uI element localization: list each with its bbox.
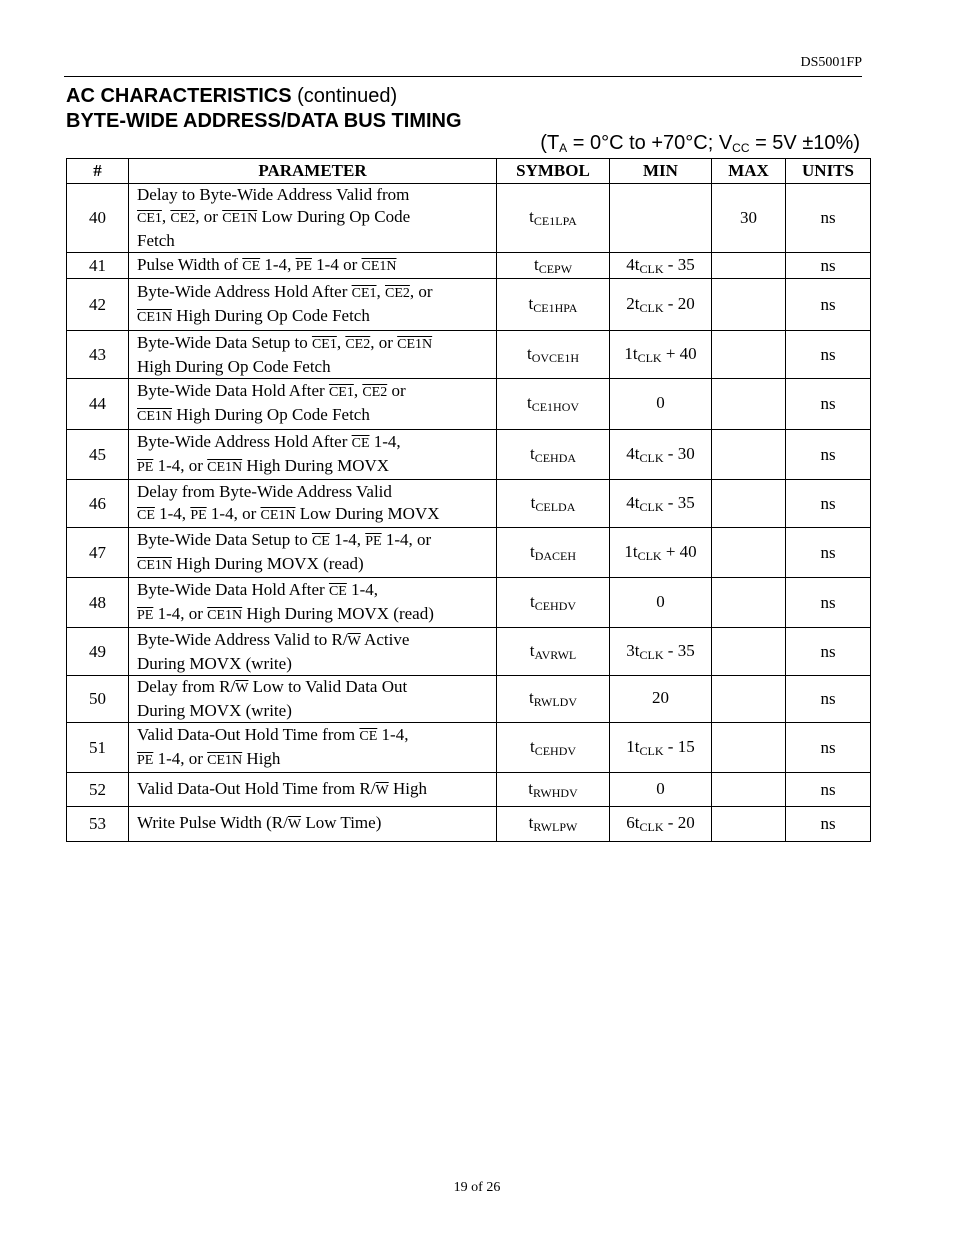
- parameter-text: or: [387, 381, 406, 400]
- parameter-text: 1-4 or: [311, 254, 362, 274]
- max-cell: [712, 279, 786, 331]
- symbol-subscript: CEHDV: [534, 743, 577, 758]
- row-number-text: 50: [89, 689, 106, 708]
- overlined-signal: $\overline{PE}$: [190, 507, 207, 523]
- symbol-cell: [497, 676, 610, 723]
- overlined-signal: CE1N: [260, 507, 296, 523]
- min-subscript: CLK: [639, 647, 664, 662]
- symbol-base: t: [529, 640, 535, 660]
- min-offset: - 20: [663, 813, 695, 832]
- parameter-text: Byte-Wide Data Setup to: [137, 529, 312, 549]
- overlined-signal: $\overline{W}$: [347, 633, 361, 649]
- symbol-cell: [497, 331, 610, 379]
- units-value: ns: [820, 542, 836, 562]
- max-cell: [712, 331, 786, 379]
- overlined-signal: $\overline{W}$: [287, 817, 302, 832]
- symbol-cell: [497, 480, 610, 528]
- min-cell: [610, 379, 712, 430]
- min-cell: [610, 723, 712, 773]
- header-max: MAX: [712, 159, 786, 184]
- table-row: [67, 253, 871, 279]
- min-offset: - 30: [663, 443, 695, 463]
- parameter-cell: [129, 184, 497, 253]
- row-number: [67, 723, 129, 773]
- header-parameter: PARAMETER: [129, 159, 497, 184]
- min-offset: - 20: [663, 293, 695, 313]
- row-number: [67, 480, 129, 528]
- parameter-text: Low During Op Code: [257, 207, 411, 226]
- table-row: [67, 331, 871, 379]
- min-cell: [610, 279, 712, 331]
- parameter-cell: [129, 773, 497, 807]
- min-offset: - 15: [663, 736, 695, 756]
- symbol-base: t: [528, 293, 534, 313]
- units-value: ns: [820, 814, 836, 833]
- parameter-text: ,: [353, 381, 363, 400]
- parameter-cell: [129, 807, 497, 842]
- parameter-text: Delay to Byte-Wide Address Valid from: [137, 185, 410, 204]
- units-cell: [786, 578, 871, 628]
- parameter-text: High During MOVX: [242, 455, 390, 475]
- units-cell: [786, 676, 871, 723]
- min-value: 1t: [626, 736, 640, 756]
- parameter-text: Low During MOVX: [295, 503, 440, 523]
- min-value: 20: [652, 688, 669, 707]
- parameter-text: Active: [360, 629, 410, 649]
- parameter-text: Delay from R/: [137, 677, 236, 696]
- section-title: [66, 84, 462, 134]
- row-number: [67, 628, 129, 676]
- symbol-base: t: [529, 591, 535, 611]
- max-cell: [712, 480, 786, 528]
- parameter-text: High: [388, 778, 427, 798]
- row-number: [67, 379, 129, 430]
- overlined-signal: CE1: [311, 336, 337, 352]
- timing-table-body: [67, 184, 871, 842]
- header-rule: [64, 76, 862, 77]
- cond-close: = 5V ±10%): [749, 132, 860, 154]
- overlined-signal: CE1N: [207, 607, 243, 623]
- header-number: #: [67, 159, 129, 184]
- overlined-signal: $\overline{CE}$: [137, 507, 155, 523]
- symbol-subscript: DACEH: [534, 548, 577, 563]
- table-row: [67, 528, 871, 578]
- parameter-text: High: [242, 748, 281, 768]
- max-cell: [712, 628, 786, 676]
- header-units: UNITS: [786, 159, 871, 184]
- symbol-subscript: CEPW: [538, 261, 573, 276]
- min-value: 4t: [626, 492, 640, 512]
- table-row: [67, 279, 871, 331]
- parameter-cell: [129, 578, 497, 628]
- overlined-signal: CE1N: [207, 459, 243, 475]
- row-number-text: 42: [89, 294, 106, 314]
- max-cell: [712, 379, 786, 430]
- row-number-text: 53: [89, 814, 106, 833]
- overlined-signal: CE1N: [207, 752, 243, 768]
- symbol-base: t: [529, 736, 535, 756]
- row-number-text: 46: [89, 493, 106, 513]
- symbol-subscript: CEHDV: [534, 598, 577, 613]
- parameter-text: 1-4, or: [381, 529, 432, 549]
- min-subscript: CLK: [637, 548, 662, 563]
- overlined-signal: CE1N: [137, 557, 172, 573]
- table-row: [67, 184, 871, 253]
- symbol-base: t: [528, 688, 534, 707]
- parameter-text: 1-4,: [346, 579, 378, 599]
- row-number-text: 40: [89, 208, 106, 227]
- parameter-cell: [129, 723, 497, 773]
- title-continued: (continued): [297, 85, 398, 107]
- row-number: [67, 331, 129, 379]
- page-number: 19 of 26: [453, 1180, 501, 1195]
- operating-conditions: [540, 132, 860, 155]
- symbol-base: t: [526, 343, 532, 363]
- row-number: [67, 528, 129, 578]
- row-number-text: 52: [89, 779, 106, 799]
- symbol-base: t: [528, 813, 534, 832]
- symbol-base: t: [530, 492, 536, 512]
- symbol-cell: [497, 430, 610, 480]
- units-value: ns: [820, 255, 836, 275]
- overlined-signal: $\overline{CE}$: [242, 258, 261, 274]
- table-row: [67, 628, 871, 676]
- cond-ta-sub: A: [559, 141, 568, 155]
- row-number-text: 49: [89, 641, 106, 661]
- min-value: 0: [656, 591, 665, 611]
- max-cell: [712, 528, 786, 578]
- table-row: [67, 430, 871, 480]
- min-value: 2t: [626, 293, 640, 313]
- parameter-text: During MOVX (write): [137, 701, 292, 720]
- parameter-cell: [129, 379, 497, 430]
- units-value: ns: [820, 493, 836, 513]
- row-number: [67, 578, 129, 628]
- units-value: ns: [820, 779, 836, 799]
- min-value: 1t: [624, 541, 638, 561]
- overlined-signal: $\overline{CE}$: [311, 533, 330, 549]
- min-cell: [610, 676, 712, 723]
- min-subscript: CLK: [639, 820, 664, 834]
- parameter-text: 1-4, or: [153, 455, 208, 475]
- max-cell: [712, 676, 786, 723]
- symbol-subscript: CE1HPA: [533, 300, 578, 315]
- parameter-text: Byte-Wide Address Hold After: [137, 281, 352, 301]
- parameter-text: Byte-Wide Address Valid to R/: [137, 629, 348, 649]
- symbol-base: t: [533, 254, 539, 274]
- units-cell: [786, 331, 871, 379]
- units-cell: [786, 773, 871, 807]
- row-number: [67, 279, 129, 331]
- parameter-text: 1-4, or: [206, 503, 261, 523]
- row-number: [67, 807, 129, 842]
- min-cell: [610, 480, 712, 528]
- symbol-base: t: [526, 393, 532, 412]
- row-number-text: 45: [89, 444, 106, 464]
- parameter-text: High During Op Code Fetch: [172, 405, 370, 424]
- units-cell: [786, 807, 871, 842]
- title-line-2: BYTE-WIDE ADDRESS/DATA BUS TIMING: [66, 110, 462, 132]
- row-number-text: 44: [89, 394, 106, 413]
- min-value: 0: [656, 778, 665, 798]
- parameter-text: 1-4, or: [153, 603, 208, 623]
- units-value: ns: [820, 344, 836, 364]
- cond-open: (T: [540, 132, 560, 154]
- row-number: [67, 676, 129, 723]
- symbol-subscript: RWLDV: [533, 695, 578, 709]
- parameter-text: , or: [370, 332, 398, 352]
- parameter-text: Byte-Wide Address Hold After: [137, 431, 352, 451]
- symbol-cell: [497, 578, 610, 628]
- overlined-signal: CE2: [170, 211, 196, 226]
- overlined-signal: $\overline{CE}$: [328, 583, 347, 599]
- timing-table: [66, 158, 871, 842]
- min-subscript: CLK: [639, 300, 664, 315]
- parameter-cell: [129, 430, 497, 480]
- max-cell: [712, 807, 786, 842]
- units-cell: [786, 279, 871, 331]
- min-value: 0: [656, 393, 665, 412]
- max-cell: [712, 184, 786, 253]
- symbol-subscript: CELDA: [535, 499, 576, 514]
- overlined-signal: CE1: [351, 285, 377, 301]
- parameter-text: Low Time): [301, 813, 382, 832]
- overlined-signal: CE1N: [222, 211, 258, 226]
- parameter-cell: [129, 253, 497, 279]
- parameter-text: Fetch: [137, 231, 175, 250]
- parameter-text: Valid Data-Out Hold Time from: [137, 724, 360, 744]
- symbol-cell: [497, 279, 610, 331]
- row-number: [67, 773, 129, 807]
- overlined-signal: CE1: [137, 211, 162, 226]
- overlined-signal: CE2: [345, 336, 371, 352]
- min-cell: [610, 773, 712, 807]
- symbol-cell: [497, 379, 610, 430]
- overlined-signal: $\overline{CE}$: [351, 435, 370, 451]
- parameter-text: 1-4,: [369, 431, 401, 451]
- row-number-text: 51: [89, 737, 106, 757]
- symbol-cell: [497, 528, 610, 578]
- units-value: ns: [820, 689, 836, 708]
- parameter-text: During MOVX (write): [137, 653, 292, 673]
- units-value: ns: [820, 294, 836, 314]
- overlined-signal: $\overline{W}$: [235, 681, 249, 696]
- symbol-base: t: [528, 778, 534, 798]
- min-cell: [610, 253, 712, 279]
- max-cell: [712, 723, 786, 773]
- parameter-text: Write Pulse Width (R/: [137, 813, 288, 832]
- min-cell: [610, 331, 712, 379]
- symbol-cell: [497, 723, 610, 773]
- parameter-text: , or: [195, 207, 223, 226]
- max-value: 30: [740, 208, 757, 227]
- parameter-text: Byte-Wide Data Setup to: [137, 332, 312, 352]
- overlined-signal: CE1N: [361, 258, 397, 274]
- min-value: 4t: [626, 443, 640, 463]
- symbol-subscript: CEHDA: [534, 450, 577, 465]
- cond-vcc-sub: CC: [732, 141, 750, 155]
- table-row: [67, 379, 871, 430]
- symbol-base: t: [529, 541, 535, 561]
- min-subscript: CLK: [639, 450, 664, 465]
- min-cell: [610, 807, 712, 842]
- overlined-signal: CE2: [362, 385, 388, 400]
- symbol-cell: [497, 184, 610, 253]
- symbol-subscript: AVRWL: [534, 647, 577, 662]
- parameter-text: 1-4,: [154, 503, 191, 523]
- overlined-signal: CE1N: [397, 336, 433, 352]
- table-row: [67, 676, 871, 723]
- symbol-base: t: [529, 207, 534, 226]
- overlined-signal: $\overline{PE}$: [137, 459, 154, 475]
- symbol-subscript: RWLPW: [533, 820, 578, 834]
- row-number: [67, 184, 129, 253]
- symbol-subscript: RWHDV: [533, 785, 578, 800]
- symbol-cell: [497, 253, 610, 279]
- overlined-signal: $\overline{PE}$: [295, 258, 312, 274]
- parameter-cell: [129, 628, 497, 676]
- parameter-text: ,: [161, 207, 171, 226]
- parameter-text: ,: [376, 281, 385, 301]
- overlined-signal: $\overline{W}$: [375, 782, 389, 798]
- row-number-text: 48: [89, 592, 106, 612]
- table-row: [67, 723, 871, 773]
- symbol-subscript: OVCE1H: [531, 350, 580, 365]
- parameter-text: Delay from Byte-Wide Address Valid: [137, 481, 392, 501]
- overlined-signal: CE2: [385, 285, 410, 301]
- units-cell: [786, 480, 871, 528]
- units-value: ns: [820, 208, 836, 227]
- table-row: [67, 480, 871, 528]
- overlined-signal: $\overline{PE}$: [137, 752, 154, 768]
- table-row: [67, 807, 871, 842]
- header-min: MIN: [610, 159, 712, 184]
- parameter-text: High During Op Code Fetch: [137, 356, 331, 376]
- units-value: ns: [820, 444, 836, 464]
- min-subscript: CLK: [639, 261, 664, 276]
- min-offset: - 35: [663, 640, 695, 660]
- min-cell: [610, 528, 712, 578]
- parameter-cell: [129, 279, 497, 331]
- cond-mid: = 0°C to +70°C; V: [567, 132, 733, 154]
- symbol-subscript: CE1LPA: [533, 214, 577, 228]
- units-cell: [786, 430, 871, 480]
- min-cell: [610, 430, 712, 480]
- min-offset: + 40: [661, 541, 697, 561]
- units-value: ns: [820, 394, 836, 413]
- table-row: [67, 773, 871, 807]
- units-cell: [786, 628, 871, 676]
- min-offset: - 35: [663, 492, 695, 512]
- parameter-cell: [129, 331, 497, 379]
- units-cell: [786, 379, 871, 430]
- parameter-text: Byte-Wide Data Hold After: [137, 579, 329, 599]
- min-subscript: CLK: [639, 743, 664, 758]
- parameter-cell: [129, 480, 497, 528]
- parameter-text: , or: [409, 281, 433, 301]
- symbol-cell: [497, 773, 610, 807]
- parameter-text: Low to Valid Data Out: [248, 677, 408, 696]
- symbol-cell: [497, 807, 610, 842]
- parameter-text: High During MOVX (read): [172, 553, 364, 573]
- table-header-row: [67, 159, 871, 184]
- units-cell: [786, 723, 871, 773]
- table-row: [67, 578, 871, 628]
- parameter-text: ,: [336, 332, 346, 352]
- max-cell: [712, 773, 786, 807]
- title-line-1: [66, 84, 462, 109]
- min-subscript: CLK: [639, 499, 664, 514]
- symbol-base: t: [529, 443, 535, 463]
- overlined-signal: CE1: [328, 385, 354, 400]
- row-number-text: 41: [89, 255, 106, 275]
- min-offset: - 35: [663, 254, 695, 274]
- overlined-signal: $\overline{PE}$: [365, 533, 382, 549]
- max-cell: [712, 430, 786, 480]
- parameter-text: Valid Data-Out Hold Time from R/: [137, 778, 376, 798]
- parameter-text: 1-4,: [260, 254, 296, 274]
- title-main: AC CHARACTERISTICS: [66, 85, 292, 107]
- max-cell: [712, 253, 786, 279]
- parameter-text: High During Op Code Fetch: [172, 305, 370, 325]
- parameter-text: Pulse Width of: [137, 254, 243, 274]
- parameter-text: High During MOVX (read): [242, 603, 434, 623]
- min-value: 6t: [626, 813, 640, 832]
- min-value: 3t: [626, 640, 640, 660]
- min-value: 4t: [626, 254, 640, 274]
- parameter-text: 1-4, or: [153, 748, 208, 768]
- min-cell: [610, 184, 712, 253]
- row-number: [67, 253, 129, 279]
- units-cell: [786, 253, 871, 279]
- header-symbol: SYMBOL: [497, 159, 610, 184]
- row-number-text: 43: [89, 344, 106, 364]
- row-number-text: 47: [89, 542, 106, 562]
- parameter-text: Byte-Wide Data Hold After: [137, 381, 329, 400]
- max-cell: [712, 578, 786, 628]
- parameter-text: 1-4,: [377, 724, 409, 744]
- min-subscript: CLK: [637, 350, 662, 365]
- units-value: ns: [820, 737, 836, 757]
- parameter-cell: [129, 676, 497, 723]
- units-cell: [786, 184, 871, 253]
- document-id: DS5001FP: [800, 55, 862, 70]
- units-cell: [786, 528, 871, 578]
- parameter-text: 1-4,: [329, 529, 366, 549]
- units-value: ns: [820, 592, 836, 612]
- overlined-signal: CE1N: [137, 309, 172, 325]
- min-value: 1t: [624, 343, 638, 363]
- units-value: ns: [820, 641, 836, 661]
- min-cell: [610, 578, 712, 628]
- row-number: [67, 430, 129, 480]
- symbol-subscript: CE1HOV: [531, 400, 580, 414]
- overlined-signal: $\overline{PE}$: [137, 607, 154, 623]
- overlined-signal: $\overline{CE}$: [359, 728, 378, 744]
- min-offset: + 40: [661, 343, 697, 363]
- parameter-cell: [129, 528, 497, 578]
- min-cell: [610, 628, 712, 676]
- overlined-signal: CE1N: [137, 409, 172, 424]
- symbol-cell: [497, 628, 610, 676]
